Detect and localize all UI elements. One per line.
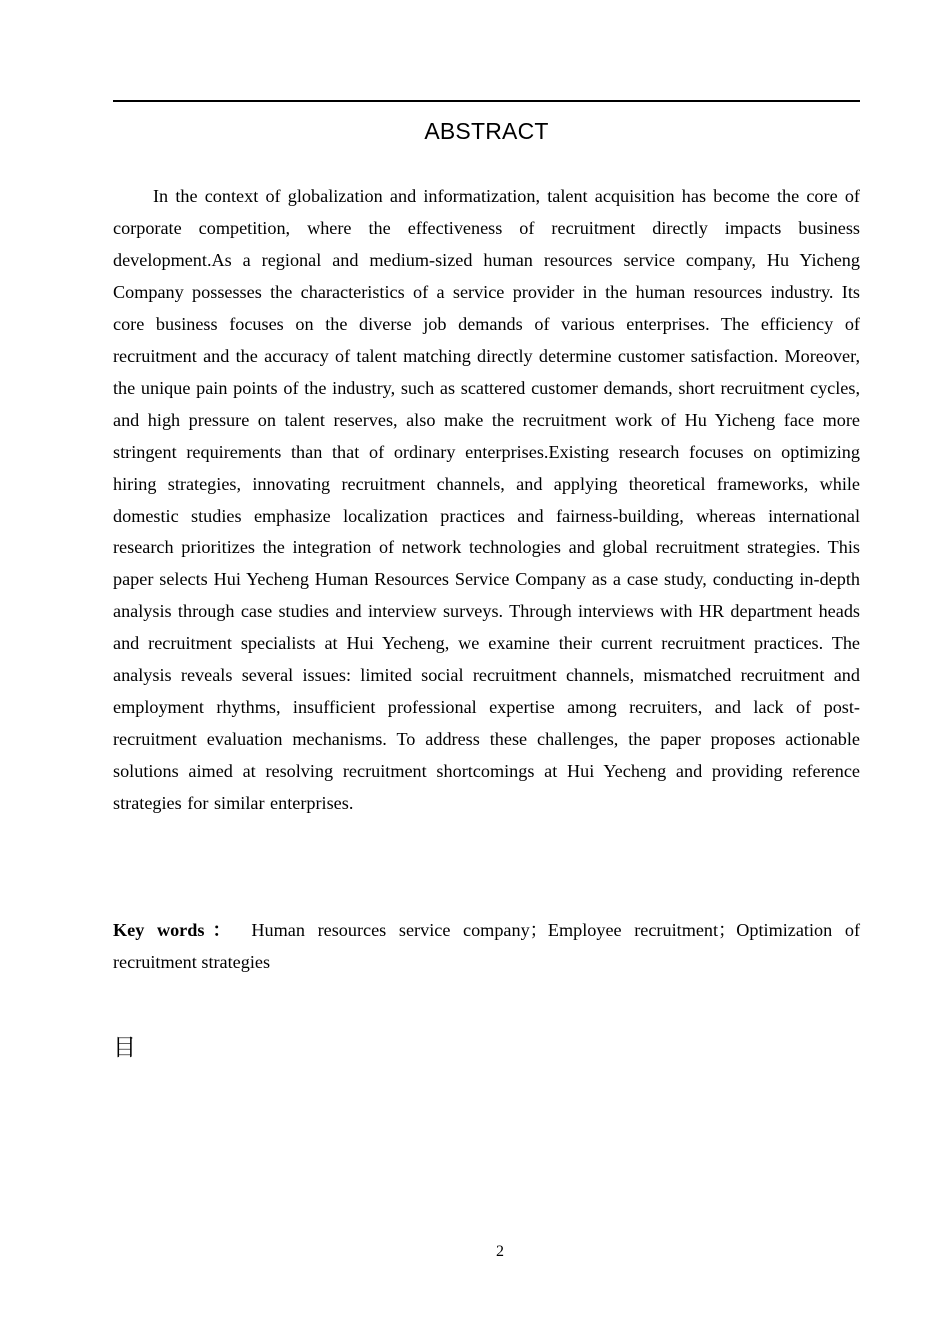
table-of-contents-heading: 目 xyxy=(113,1035,136,1061)
abstract-body: In the context of globalization and informatization, talent acquisition has become the core of corporate competition, where the effectiveness of recruitment directly impacts business development.As a regional and medium-sized human resources service company, Hu Yicheng Company possesses the characteristics of a service provider in the human resources industry. Its core business focuses on the diverse job demands of various enterprises. The efficiency of recruitment and the accuracy of talent matching directly determine customer satisfaction. Moreover, the unique pain points of the industry, such as scattered customer demands, short recruitment cycles, and high pressure on talent reserves, also make the recruitment work of Hu Yicheng face more stringent requirements than that of ordinary enterprises.Existing research focuses on optimizing hiring strategies, innovating recruitment channels, and applying theoretical frameworks, while domestic studies emphasize localization practices and fairness-building, whereas international research prioritizes the integration of network technologies and global recruitment strategies. This paper selects Hui Yecheng Human Resources Service Company as a case study, conducting in-depth analysis through case studies and interview surveys. Through interviews with HR department heads and recruitment specialists at Hui Yecheng, we examine their current recruitment practices. The analysis reveals several issues: limited social recruitment channels, mismatched recruitment and employment rhythms, insufficient professional expertise among recruiters, and lack of post-recruitment evaluation mechanisms. To address these challenges, the paper proposes actionable solutions aimed at resolving recruitment shortcomings at Hui Yecheng and providing reference strategies for similar enterprises. xyxy=(113,186,860,814)
page-number: 2 xyxy=(496,1243,504,1260)
keywords-paragraph xyxy=(113,915,860,979)
header-rule xyxy=(113,100,860,102)
keywords-text: Human resources service company；Employee recruitment；Optimization of recruitment strategies xyxy=(113,920,860,972)
abstract-heading: ABSTRACT xyxy=(424,118,549,144)
keywords-label: Key words： xyxy=(113,920,239,940)
